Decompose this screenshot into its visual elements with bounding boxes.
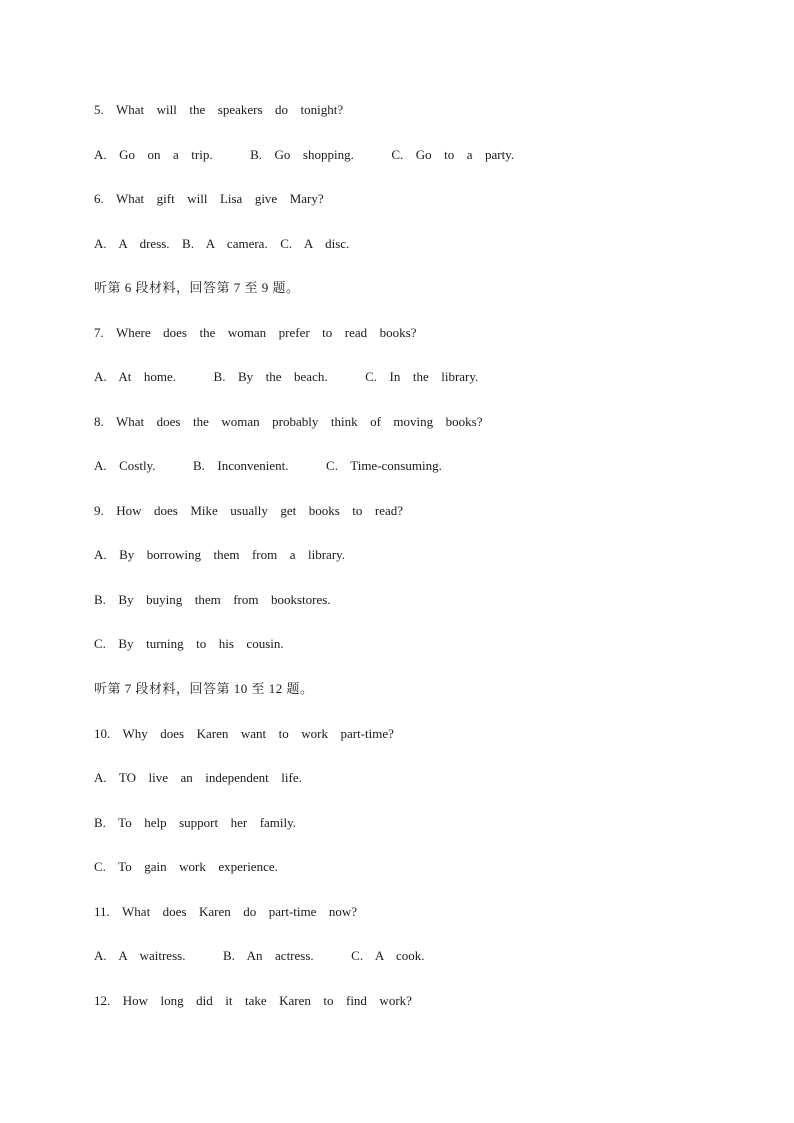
question-7-options: A. At home. B. By the beach. C. In the library. xyxy=(94,369,479,384)
question-8-options: A. Costly. B. Inconvenient. C. Time-consuming. xyxy=(94,458,442,473)
question-9-option-b: B. By buying them from bookstores. xyxy=(94,592,331,607)
question-9-option-a: A. By borrowing them from a library. xyxy=(94,547,346,562)
question-10-option-a: A. TO live an independent life. xyxy=(94,770,302,785)
question-6-options: A. A dress. B. A camera. C. A disc. xyxy=(94,236,350,251)
question-9: 9. How does Mike usually get books to read? xyxy=(94,503,404,518)
question-10-option-c: C. To gain work experience. xyxy=(94,859,278,874)
section-instruction-6: 听第 6 段材料，回答第 7 至 9 题。 xyxy=(94,280,300,295)
question-10-option-b: B. To help support her family. xyxy=(94,815,297,830)
question-11: 11. What does Karen do part-time now? xyxy=(94,904,358,919)
question-5: 5. What will the speakers do tonight? xyxy=(94,102,344,117)
question-12: 12. How long did it take Karen to find work? xyxy=(94,993,412,1008)
question-7: 7. Where does the woman prefer to read books? xyxy=(94,325,417,340)
question-11-options: A. A waitress. B. An actress. C. A cook. xyxy=(94,948,425,963)
question-9-option-c: C. By turning to his cousin. xyxy=(94,636,284,651)
question-10: 10. Why does Karen want to work part-time? xyxy=(94,726,394,741)
question-8: 8. What does the woman probably think of moving books? xyxy=(94,414,483,429)
question-5-options: A. Go on a trip. B. Go shopping. C. Go to a party. xyxy=(94,147,515,162)
question-6: 6. What gift will Lisa give Mary? xyxy=(94,191,324,206)
section-instruction-7: 听第 7 段材料，回答第 10 至 12 题。 xyxy=(94,681,314,696)
